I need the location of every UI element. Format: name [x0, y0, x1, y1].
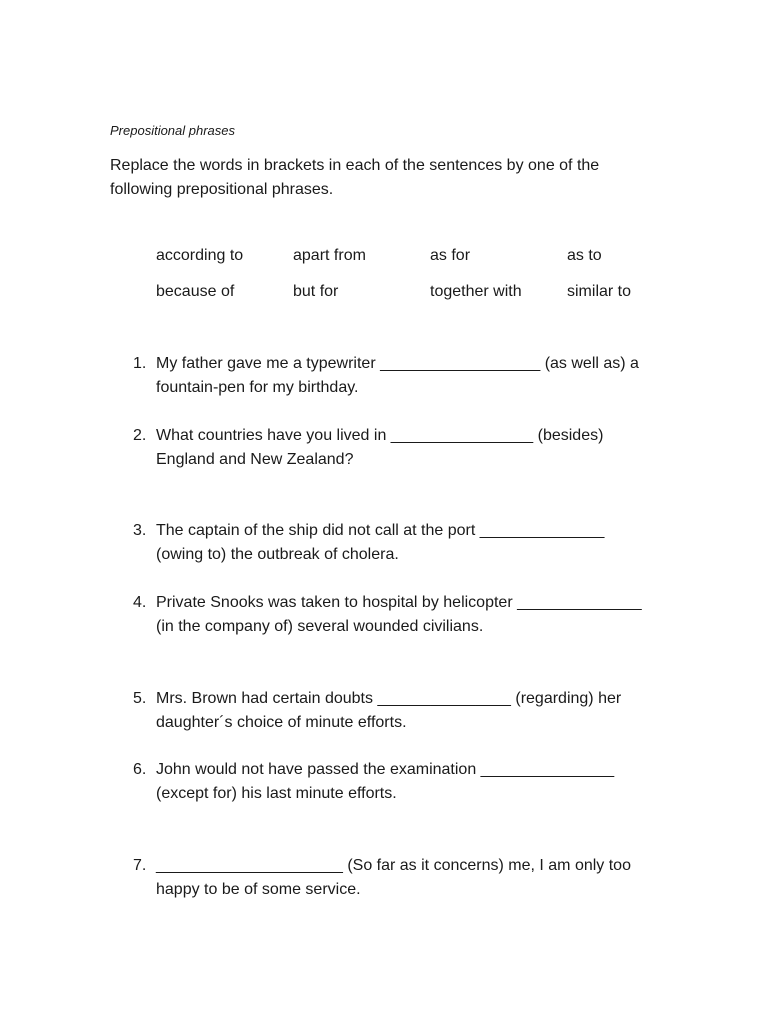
question-text: John would not have passed the examination _______________ (except for) his last minute efforts. [156, 761, 615, 802]
question-item [133, 352, 653, 400]
instructions-text: Replace the words in brackets in each of the sentences by one of the following prepositional phrases. [110, 157, 600, 198]
phrase-row [156, 280, 704, 304]
question-number: 5. [133, 690, 147, 707]
question-text: What countries have you lived in ________________ (besides) England and New Zealand? [156, 427, 604, 468]
phrase-row [156, 244, 704, 268]
worksheet-subtitle: Prepositional phrases [110, 123, 236, 138]
question-item [133, 591, 653, 639]
question-item [133, 687, 653, 735]
question-text: Mrs. Brown had certain doubts _______________ (regarding) her daughter´s choice of minute efforts. [156, 690, 622, 731]
question-text: My father gave me a typewriter __________________ (as well as) a fountain-pen for my birthday. [156, 355, 639, 396]
phrase-cell: as to [567, 247, 602, 264]
phrase-cell: but for [293, 283, 339, 300]
question-number: 6. [133, 761, 147, 778]
phrase-cell: because of [156, 283, 235, 300]
phrase-cell: according to [156, 247, 244, 264]
question-text: The captain of the ship did not call at the port ______________ (owing to) the outbreak of cholera. [156, 522, 605, 563]
phrase-cell: apart from [293, 247, 366, 264]
question-number: 4. [133, 594, 147, 611]
question-item [133, 854, 653, 902]
phrase-table [156, 244, 704, 316]
phrase-cell: as for [430, 247, 471, 264]
question-item [133, 758, 653, 806]
question-number: 3. [133, 522, 147, 539]
question-number: 7. [133, 857, 147, 874]
question-item [133, 424, 653, 472]
question-text: _____________________ (So far as it concerns) me, I am only too happy to be of some service. [156, 857, 631, 898]
question-item [133, 519, 653, 567]
phrase-cell: together with [430, 283, 522, 300]
question-number: 2. [133, 427, 147, 444]
phrase-cell: similar to [567, 283, 632, 300]
question-text: Private Snooks was taken to hospital by helicopter ______________ (in the company of) several wounded civilians. [156, 594, 642, 635]
question-number: 1. [133, 355, 147, 372]
